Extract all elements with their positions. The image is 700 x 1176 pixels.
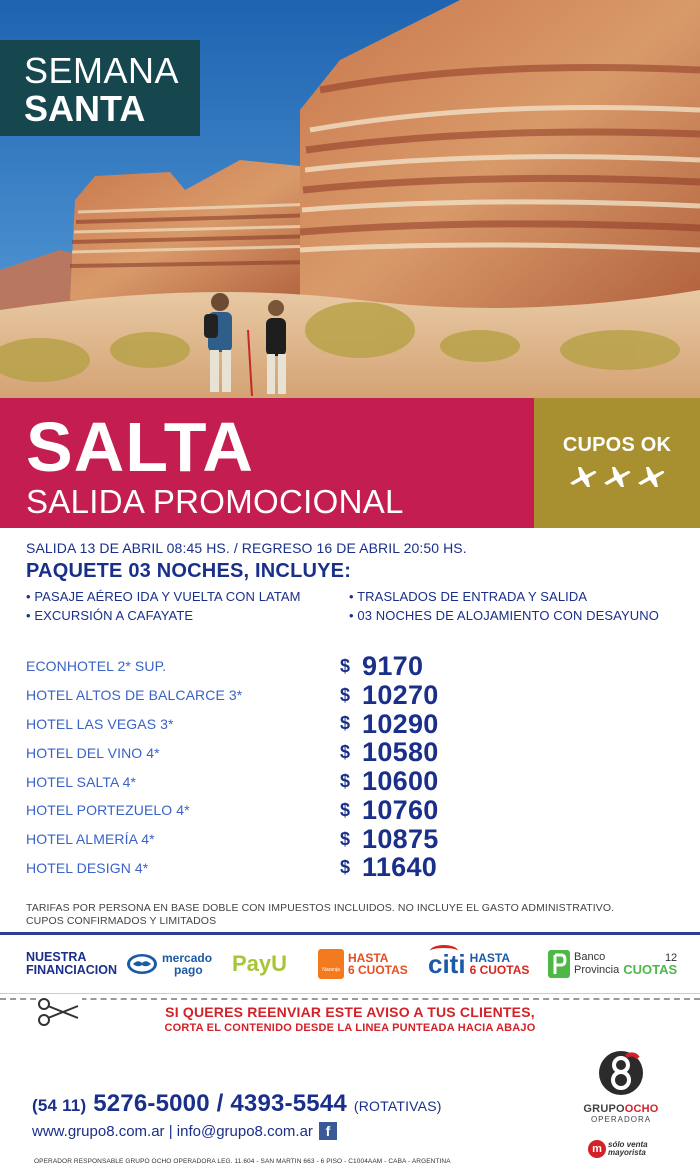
web-email-links[interactable]: www.grupo8.com.ar | info@grupo8.com.ar — [32, 1122, 313, 1140]
price-row — [26, 767, 466, 796]
include-item: • TRASLADOS DE ENTRADA Y SALIDA — [349, 589, 679, 604]
currency-symbol: $ — [340, 771, 351, 792]
mayorista-badge — [588, 1140, 648, 1158]
price-amount: 10600 — [362, 766, 439, 797]
hotel-name: HOTEL PORTEZUELO 4* — [26, 802, 190, 819]
title-band — [0, 398, 534, 528]
salida-regreso: SALIDA 13 DE ABRIL 08:45 HS. / REGRESO 16 DE ABRIL 20:50 HS. — [26, 540, 467, 556]
price-amount: 10290 — [362, 708, 439, 739]
grupo-text: GRUPO — [583, 1103, 625, 1115]
price-amount: 10760 — [362, 794, 439, 825]
citi-logo — [428, 949, 544, 980]
semana-santa-badge — [0, 40, 200, 136]
hotel-name: HOTEL DESIGN 4* — [26, 859, 149, 876]
banco-provincia-logo — [548, 950, 678, 978]
currency-symbol: $ — [340, 713, 351, 734]
hotel-name: HOTEL ALTOS DE BALCARCE 3* — [26, 687, 243, 704]
bp-line2: Provincia — [574, 964, 620, 976]
facebook-icon[interactable]: f — [319, 1122, 337, 1140]
cut-line — [0, 998, 700, 1000]
hotel-name: HOTEL SALTA 4* — [26, 773, 137, 790]
financing-bar — [0, 932, 700, 994]
include-item: • PASAJE AÉREO IDA Y VUELTA CON LATAM — [26, 589, 349, 604]
price-row — [26, 710, 466, 739]
rotativas-label: (ROTATIVAS) — [353, 1098, 442, 1114]
price-row — [26, 652, 466, 681]
price-row — [26, 681, 466, 710]
price-row — [26, 796, 466, 825]
legal-text: OPERADOR RESPONSABLE GRUPO OCHO OPERADORA LEG. 11.604 - SAN MARTIN 663 - 6 PISO - C1004AAM - CABA - ARGENTINA — [34, 1158, 451, 1165]
hotel-name: HOTEL ALMERÍA 4* — [26, 831, 155, 848]
banco-provincia-icon — [548, 950, 570, 978]
cupos-badge — [534, 398, 700, 528]
grupo8-emblem-icon — [598, 1050, 644, 1096]
naranja-line2: 6 CUOTAS — [348, 963, 408, 977]
grupo-ocho-name — [576, 1103, 666, 1115]
hero-image — [0, 0, 700, 398]
price-amount: 10875 — [362, 823, 439, 854]
citi-line1: HASTA — [469, 951, 511, 965]
hotel-name: HOTEL DEL VINO 4* — [26, 744, 160, 761]
phone-line — [32, 1090, 572, 1118]
phone-prefix: (54 11) — [32, 1096, 87, 1115]
web-line — [32, 1122, 572, 1140]
contact-block — [32, 1090, 572, 1140]
payu-text: PayU — [232, 951, 288, 976]
grupo-ocho-logo — [576, 1050, 666, 1124]
citi-arc-icon — [430, 945, 458, 957]
destination-title: SALTA — [26, 408, 254, 486]
naranja-line1: HASTA — [348, 951, 389, 965]
price-amount: 10580 — [362, 737, 439, 768]
mayorista-line1: sólo venta — [608, 1140, 648, 1149]
price-row — [26, 738, 466, 767]
currency-symbol: $ — [340, 684, 351, 705]
financing-label — [26, 951, 122, 977]
cupos-text: CUPOS OK — [562, 434, 672, 456]
tarifas-note — [26, 902, 676, 928]
forward-notice-title: SI QUERES REENVIAR ESTE AVISO A TUS CLIENTES, — [165, 1004, 535, 1020]
tarifas-line2: CUPOS CONFIRMADOS Y LIMITADOS — [26, 915, 217, 927]
badge-line1: SEMANA — [24, 50, 180, 91]
currency-symbol: $ — [340, 857, 351, 878]
price-row — [26, 825, 466, 854]
operadora-text: OPERADORA — [590, 1115, 652, 1124]
price-row — [26, 854, 466, 883]
include-item: • 03 NOCHES DE ALOJAMIENTO CON DESAYUNO — [349, 608, 679, 623]
mercadopago-line2: pago — [174, 963, 203, 977]
airplane-icon — [636, 463, 666, 489]
hotel-name: HOTEL LAS VEGAS 3* — [26, 715, 174, 732]
planes-row — [534, 463, 700, 489]
handshake-icon — [126, 953, 158, 975]
includes-list — [26, 589, 686, 623]
bp-cuotas-text: CUOTAS — [623, 962, 678, 977]
financing-label-line2: FINANCIACION — [26, 963, 117, 977]
airplane-icon — [602, 463, 632, 489]
forward-notice — [0, 1004, 700, 1034]
mayorista-line2: mayorista — [608, 1148, 646, 1157]
include-item: • EXCURSIÓN A CAFAYATE — [26, 608, 349, 623]
citi-word — [428, 949, 466, 980]
tarifas-line1: TARIFAS POR PERSONA EN BASE DOBLE CON IMPUESTOS INCLUIDOS. NO INCLUYE EL GASTO ADMINISTRATIVO. — [26, 902, 615, 914]
naranja-brand-text: Naranja — [322, 967, 340, 973]
payu-logo — [232, 951, 316, 977]
naranja-icon — [318, 949, 344, 979]
mercadopago-logo — [126, 952, 226, 976]
airplane-icon — [568, 463, 598, 489]
phone-numbers[interactable]: 5276-5000 / 4393-5544 — [93, 1090, 347, 1117]
destination-subtitle: SALIDA PROMOCIONAL — [26, 483, 404, 520]
badge-line2: SANTA — [24, 88, 146, 129]
citi-word-text: citi — [428, 948, 466, 979]
mercadopago-line1: mercado — [162, 951, 213, 965]
hotel-name: ECONHOTEL 2* SUP. — [26, 658, 167, 675]
package-heading: PAQUETE 03 NOCHES, INCLUYE: — [26, 560, 352, 582]
bp-count: 12 — [664, 952, 678, 964]
ocho-text: OCHO — [624, 1103, 659, 1115]
naranja-logo — [318, 949, 424, 979]
currency-symbol: $ — [340, 799, 351, 820]
price-amount: 10270 — [362, 679, 439, 710]
currency-symbol: $ — [340, 828, 351, 849]
bp-cuotas — [623, 952, 677, 976]
citi-line2: 6 CUOTAS — [469, 963, 530, 977]
currency-symbol: $ — [340, 742, 351, 763]
bp-line1: Banco — [574, 951, 606, 963]
package-details — [26, 540, 686, 623]
financing-label-line1: NUESTRA — [26, 950, 87, 964]
price-amount: 11640 — [362, 852, 438, 883]
forward-notice-subtitle: CORTA EL CONTENIDO DESDE LA LINEA PUNTEADA HACIA ABAJO — [164, 1022, 536, 1034]
price-amount: 9170 — [362, 650, 424, 681]
currency-symbol: $ — [340, 655, 351, 676]
price-list — [26, 652, 466, 882]
mayorista-icon: m — [588, 1140, 606, 1158]
